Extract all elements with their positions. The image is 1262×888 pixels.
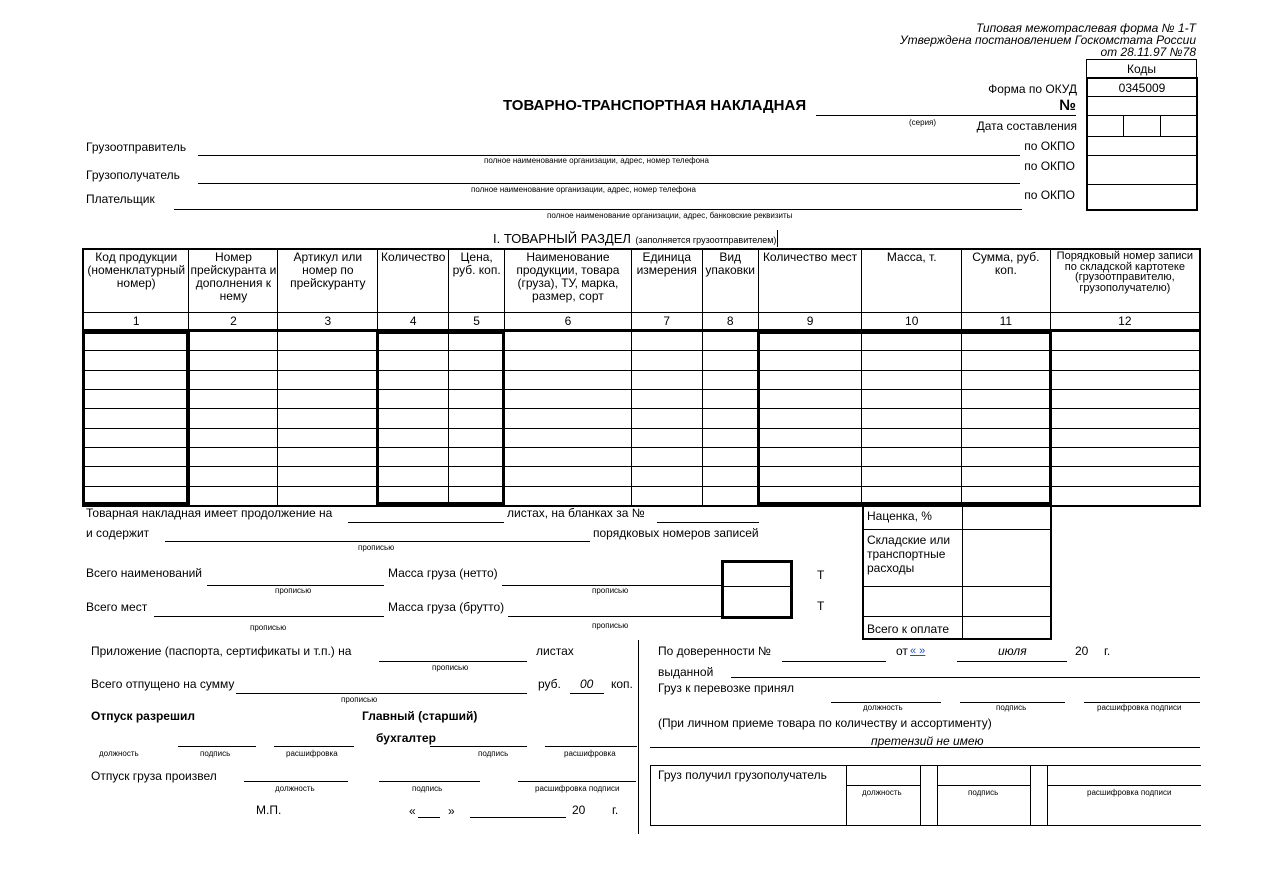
- goods-table: [82, 248, 1201, 331]
- payer-label: Плательщик: [86, 192, 155, 206]
- mass-box-divider: [722, 586, 792, 587]
- allowed-signature-hint: подпись: [200, 749, 231, 758]
- gross-mass-unit: Т: [817, 599, 825, 613]
- col-header-10: Масса, т.: [862, 249, 962, 312]
- received-signature-hint: подпись: [968, 788, 999, 797]
- table-cell[interactable]: [189, 447, 278, 466]
- table-cell[interactable]: [189, 370, 278, 389]
- table-cell[interactable]: [631, 467, 702, 486]
- table-cell[interactable]: [702, 351, 758, 370]
- table-cell[interactable]: [631, 332, 702, 351]
- total-released-hint: прописью: [341, 695, 378, 704]
- col-header-8: Вид упаковки: [702, 249, 758, 312]
- approved-date: от 28.11.97 №78: [1100, 45, 1196, 59]
- received-decoding-hint: расшифровка подписи: [1087, 788, 1172, 797]
- table-cell[interactable]: [189, 486, 278, 506]
- series-hint: (серия): [909, 118, 937, 127]
- col-num-4: 4: [378, 312, 449, 330]
- table-cell[interactable]: [1050, 447, 1200, 466]
- table-cell[interactable]: [278, 332, 378, 351]
- okpo-label-consignee: по ОКПО: [1024, 159, 1075, 173]
- table-cell[interactable]: [278, 467, 378, 486]
- table-cell[interactable]: [505, 409, 631, 428]
- shipper-label: Грузоотправитель: [86, 140, 187, 154]
- proxy-number-input[interactable]: [782, 661, 886, 662]
- codes-table: [1086, 77, 1198, 211]
- sheets-label: листах, на бланках за №: [507, 506, 645, 520]
- table-cell[interactable]: [631, 447, 702, 466]
- table-cell[interactable]: [631, 428, 702, 447]
- table-cell[interactable]: [702, 332, 758, 351]
- accepted-position-hint: должность: [863, 703, 903, 712]
- table-cell[interactable]: [505, 370, 631, 389]
- kop-value[interactable]: 00: [580, 677, 594, 691]
- records-label: порядковых номеров записей: [593, 526, 759, 540]
- table-cell[interactable]: [1050, 370, 1200, 389]
- accountant-signature-input[interactable]: [430, 746, 527, 747]
- table-cell[interactable]: [702, 428, 758, 447]
- group-frame-1: [82, 331, 189, 505]
- mass-box: [721, 560, 793, 619]
- okud-value: 0345009: [1118, 81, 1166, 95]
- release-year-suffix: г.: [612, 803, 619, 817]
- chief-accountant-label-1: Главный (старший): [362, 709, 478, 723]
- table-cell[interactable]: [631, 409, 702, 428]
- col-num-8: 8: [702, 312, 758, 330]
- date-label: Дата составления: [976, 119, 1077, 133]
- accepted-label: Груз к перевозке принял: [658, 681, 794, 695]
- payer-hint: полное наименование организации, адрес, банковские реквизиты: [547, 211, 793, 220]
- col-header-3: Артикул или номер по прейскуранту: [278, 249, 378, 312]
- col-header-6: Наименование продукции, товара (груза), ТУ, марка, размер, сорт: [505, 249, 632, 312]
- quote-close: »: [448, 804, 455, 818]
- consignee-hint: полное наименование организации, адрес, номер телефона: [471, 185, 696, 194]
- table-cell[interactable]: [189, 467, 278, 486]
- net-mass-hint: прописью: [592, 586, 629, 595]
- table-cell[interactable]: [505, 486, 631, 506]
- allowed-decoding-hint: расшифровка: [286, 749, 338, 758]
- section-divider: [638, 640, 639, 834]
- total-names-hint: прописью: [275, 586, 312, 595]
- series-input[interactable]: [816, 115, 1076, 116]
- col-num-11: 11: [962, 312, 1051, 330]
- personal-note: (При личном приеме товара по количеству и ассортименту): [658, 716, 992, 730]
- col-header-7: Единица измерения: [631, 249, 702, 312]
- accountant-decoding-input[interactable]: [545, 746, 637, 747]
- issued-input[interactable]: [731, 677, 1200, 678]
- table-cell[interactable]: [189, 428, 278, 447]
- table-cell[interactable]: [1050, 351, 1200, 370]
- col-header-11: Сумма, руб. коп.: [962, 249, 1051, 312]
- continuation-sheets-input[interactable]: [348, 522, 504, 523]
- table-cell[interactable]: [1050, 332, 1200, 351]
- okud-label: Форма по ОКУД: [988, 82, 1077, 96]
- codes-header-cell: [1086, 59, 1197, 78]
- records-count-input[interactable]: [165, 541, 590, 542]
- allowed-label: Отпуск разрешил: [91, 709, 195, 723]
- kop-input[interactable]: [570, 693, 604, 694]
- col-header-9: Количество мест: [758, 249, 862, 312]
- table-cell[interactable]: [505, 428, 631, 447]
- proxy-month[interactable]: июля: [998, 644, 1027, 658]
- release-month-input[interactable]: [470, 817, 566, 818]
- allowed-decoding-input[interactable]: [274, 746, 354, 747]
- table-cell[interactable]: [702, 447, 758, 466]
- table-cell[interactable]: [189, 351, 278, 370]
- proxy-year: 20: [1075, 644, 1089, 658]
- chief-accountant-label-2: бухгалтер: [376, 731, 436, 745]
- produced-decoding-input[interactable]: [518, 781, 636, 782]
- table-cell[interactable]: [278, 370, 378, 389]
- col-header-1: Код продукции (номенклатурный номер): [83, 249, 189, 312]
- section-title: [493, 230, 778, 248]
- col-num-12: 12: [1050, 312, 1200, 330]
- consignee-label: Грузополучатель: [86, 168, 180, 182]
- no-claims: претензий не имею: [871, 734, 984, 748]
- continuation-label: Товарная накладная имеет продолжение на: [86, 506, 333, 520]
- table-cell[interactable]: [702, 389, 758, 408]
- total-payment-label: Всего к оплате: [867, 622, 950, 636]
- codes-header: Коды: [1126, 62, 1157, 76]
- produced-label: Отпуск груза произвел: [91, 769, 217, 783]
- received-label: Груз получил грузополучатель: [658, 768, 827, 782]
- table-cell[interactable]: [631, 351, 702, 370]
- produced-signature-hint: подпись: [412, 784, 443, 793]
- total-names-label: Всего наименований: [86, 566, 202, 580]
- table-cell[interactable]: [1050, 467, 1200, 486]
- received-position-hint: должность: [862, 788, 902, 797]
- col-num-10: 10: [862, 312, 962, 330]
- attachment-hint: прописью: [432, 663, 469, 672]
- table-cell[interactable]: [702, 409, 758, 428]
- gross-mass-label: Масса груза (брутто): [388, 600, 505, 614]
- table-cell[interactable]: [1050, 389, 1200, 408]
- col-num-2: 2: [189, 312, 278, 330]
- proxy-date-link[interactable]: « »: [910, 645, 926, 657]
- okpo-label-shipper: по ОКПО: [1024, 139, 1075, 153]
- col-num-3: 3: [278, 312, 378, 330]
- table-cell[interactable]: [631, 486, 702, 506]
- no-claims-line: [650, 747, 1200, 748]
- proxy-month-input[interactable]: [957, 661, 1067, 662]
- table-cell[interactable]: [278, 486, 378, 506]
- proxy-year-suffix: г.: [1104, 644, 1111, 658]
- produced-position-hint: должность: [275, 784, 315, 793]
- total-released-label: Всего отпущено на сумму: [91, 677, 235, 691]
- consignee-input[interactable]: [198, 183, 1020, 184]
- release-year: 20: [572, 803, 586, 817]
- proxy-from-label: от: [896, 644, 908, 658]
- col-header-2: Номер прейскуранта и дополнения к нему: [189, 249, 278, 312]
- accountant-decoding-hint: расшифровка: [564, 749, 616, 758]
- table-cell[interactable]: [505, 389, 631, 408]
- table-cell[interactable]: [702, 467, 758, 486]
- attachment-sheets-input[interactable]: [379, 661, 527, 662]
- net-mass-unit: Т: [817, 568, 825, 582]
- table-cell[interactable]: [278, 428, 378, 447]
- section-title-text: I. ТОВАРНЫЙ РАЗДЕЛ: [493, 231, 631, 246]
- kop-label: коп.: [611, 677, 633, 691]
- table-cell[interactable]: [278, 447, 378, 466]
- col-header-4: Количество: [378, 249, 449, 312]
- col-header-12: Порядковый номер записи по складской картотеке (грузоотправителю, грузополучателю): [1050, 249, 1200, 312]
- total-places-label: Всего мест: [86, 600, 148, 614]
- gross-mass-hint: прописью: [592, 621, 629, 630]
- table-cell[interactable]: [189, 409, 278, 428]
- produced-position-input[interactable]: [244, 781, 348, 782]
- blank-number-input[interactable]: [657, 522, 759, 523]
- allowed-signature-input[interactable]: [178, 746, 256, 747]
- col-num-9: 9: [758, 312, 862, 330]
- form-type: Типовая межотраслевая форма № 1-Т: [975, 21, 1196, 35]
- table-cell[interactable]: [505, 351, 631, 370]
- rub-label: руб.: [538, 677, 561, 691]
- col-num-5: 5: [449, 312, 505, 330]
- contains-label: и содержит: [86, 526, 150, 540]
- attachment-label: Приложение (паспорта, сертификаты и т.п.) на: [91, 644, 352, 658]
- stamp-label: М.П.: [256, 803, 282, 817]
- total-places-input[interactable]: [154, 616, 384, 617]
- table-cell[interactable]: [1050, 409, 1200, 428]
- col-num-7: 7: [631, 312, 702, 330]
- total-places-hint: прописью: [250, 623, 287, 632]
- table-cell[interactable]: [189, 332, 278, 351]
- okpo-label-payer: по ОКПО: [1024, 188, 1075, 202]
- shipper-hint: полное наименование организации, адрес, номер телефона: [484, 156, 709, 165]
- group-frame-4-5: [376, 331, 505, 505]
- allowed-position-hint: должность: [99, 749, 139, 758]
- number-label: №: [1059, 97, 1076, 114]
- total-released-input[interactable]: [236, 693, 527, 694]
- net-mass-label: Масса груза (нетто): [388, 566, 498, 580]
- release-day-input[interactable]: [418, 817, 440, 818]
- document-title: ТОВАРНО-ТРАНСПОРТНАЯ НАКЛАДНАЯ: [503, 97, 807, 114]
- col-num-6: 6: [505, 312, 632, 330]
- payer-input[interactable]: [174, 209, 1022, 210]
- table-cell[interactable]: [278, 389, 378, 408]
- table-cell[interactable]: [631, 370, 702, 389]
- table-cell[interactable]: [278, 351, 378, 370]
- accepted-decoding-hint: расшифровка подписи: [1097, 703, 1182, 712]
- table-cell[interactable]: [631, 389, 702, 408]
- col-num-1: 1: [83, 312, 189, 330]
- table-cell[interactable]: [702, 370, 758, 389]
- group-frame-9-11: [757, 331, 1052, 505]
- accepted-signature-hint: подпись: [996, 703, 1027, 712]
- produced-decoding-hint: расшифровка подписи: [535, 784, 620, 793]
- issued-label: выданной: [658, 665, 714, 679]
- records-hint: прописью: [358, 543, 395, 552]
- produced-signature-input[interactable]: [379, 781, 480, 782]
- section-note: (заполняется грузоотправителем): [635, 235, 777, 245]
- table-cell[interactable]: [278, 409, 378, 428]
- table-cell[interactable]: [189, 389, 278, 408]
- approved-by: Утверждена постановлением Госкомстата России: [899, 33, 1196, 47]
- storage-label: Складские или транспортные расходы: [867, 533, 951, 575]
- table-cell[interactable]: [1050, 428, 1200, 447]
- table-cell[interactable]: [505, 447, 631, 466]
- attachment-sheets-label: листах: [536, 644, 574, 658]
- proxy-label: По доверенности №: [658, 644, 771, 658]
- table-cell[interactable]: [505, 332, 631, 351]
- accountant-signature-hint: подпись: [478, 749, 509, 758]
- table-cell[interactable]: [505, 467, 631, 486]
- table-cell[interactable]: [1050, 486, 1200, 506]
- col-header-5: Цена, руб. коп.: [449, 249, 505, 312]
- table-cell[interactable]: [702, 486, 758, 506]
- gross-mass-input[interactable]: [508, 616, 722, 617]
- quote-open: «: [409, 804, 416, 818]
- markup-label: Наценка, %: [867, 509, 932, 523]
